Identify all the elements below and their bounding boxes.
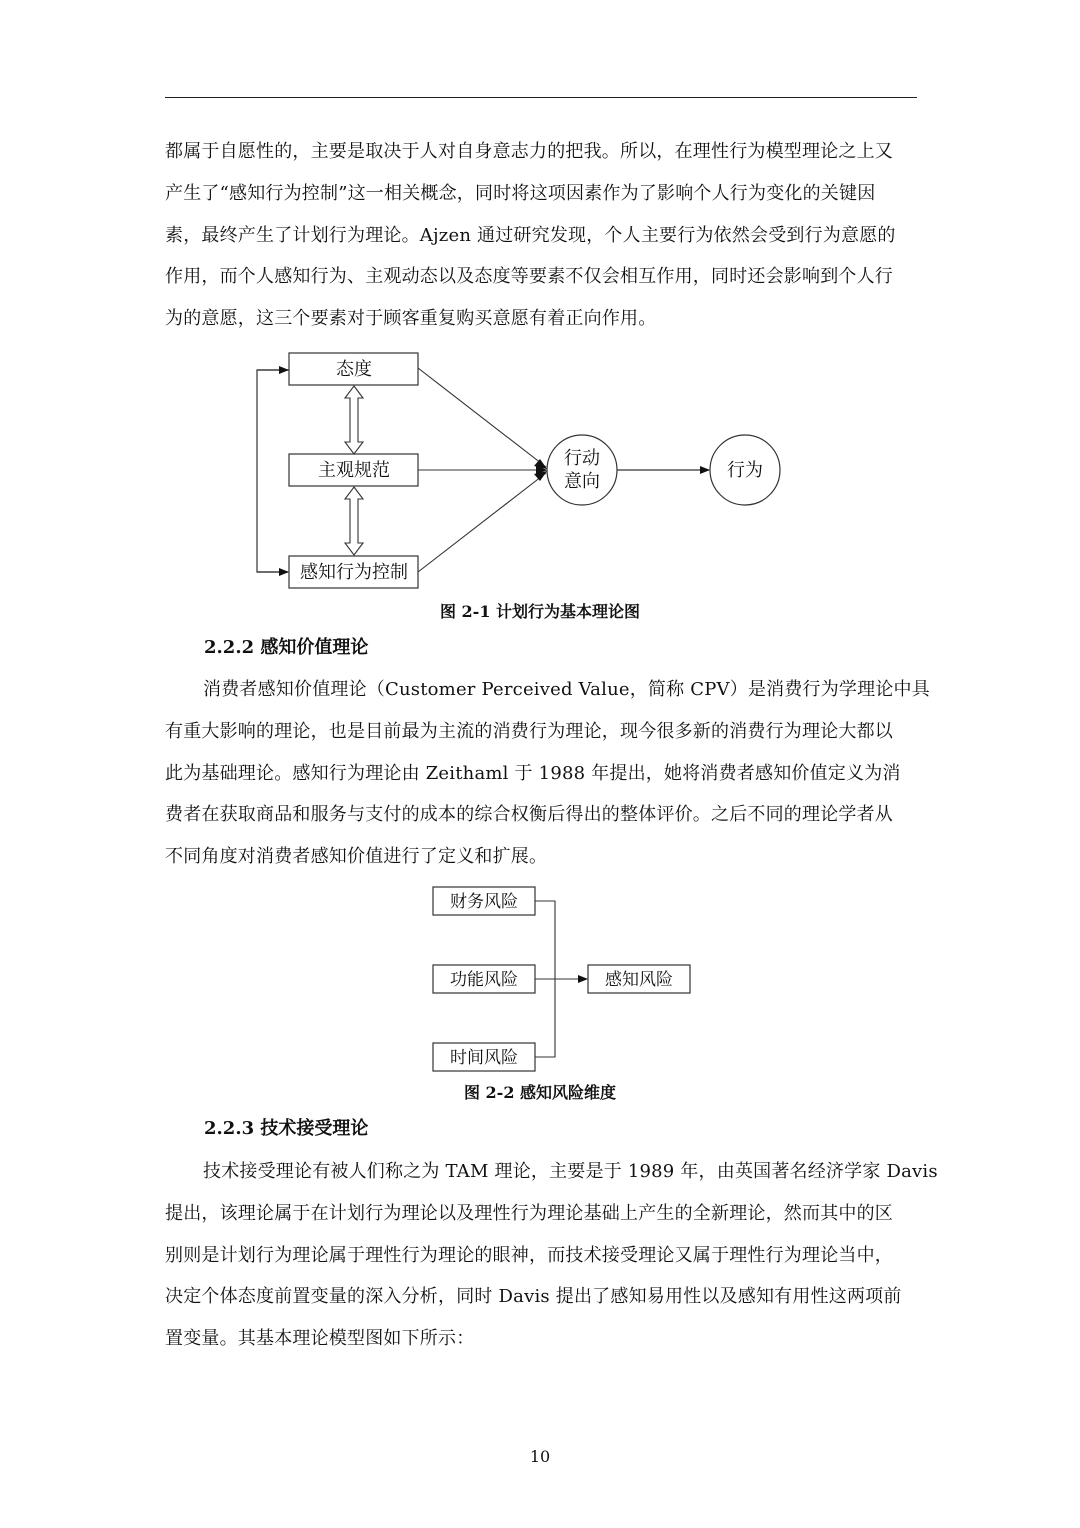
- paragraph-line: 别则是计划行为理论属于理性行为理论的眼神，而技术接受理论又属于理性行为理论当中，: [165, 1244, 893, 1266]
- paragraph-line: 此为基础理论。感知行为理论由 Zeithaml 于 1988 年提出，她将消费者感知价值定义为消: [165, 762, 901, 784]
- node-perceived-risk-label: 感知风险: [605, 970, 673, 990]
- section-2-2-2-heading: 2.2.2 感知价值理论: [204, 637, 369, 658]
- paragraph-line: 作用，而个人感知行为、主观动态以及态度等要素不仅会相互作用，同时还会影响到个人行: [165, 266, 893, 288]
- paragraph-line: 技术接受理论有被人们称之为 TAM 理论，主要是于 1989 年，由英国著名经济学家 Davis: [203, 1161, 938, 1182]
- figure-2-1-caption: 图 2-1 计划行为基本理论图: [439, 602, 641, 621]
- paragraph-line: 产生了“感知行为控制”这一相关概念，同时将这项因素作为了影响个人行为变化的关键因: [165, 182, 876, 204]
- node-time-risk-label: 时间风险: [450, 1048, 518, 1068]
- page-number: 10: [529, 1447, 551, 1466]
- section-2-2-3-paragraph: [165, 1151, 938, 1360]
- paragraph-line: 提出，该理论属于在计划行为理论以及理性行为理论基础上产生的全新理论，然而其中的区: [165, 1202, 893, 1224]
- paragraph-line: 费者在获取商品和服务与支付的成本的综合权衡后得出的整体评价。之后不同的理论学者从: [165, 804, 893, 826]
- paragraph-line: 有重大影响的理论，也是目前最为主流的消费行为理论，现今很多新的消费行为理论大都以: [165, 720, 893, 742]
- figure-2-2-caption: 图 2-2 感知风险维度: [463, 1083, 617, 1102]
- node-financial-risk-label: 财务风险: [450, 892, 518, 912]
- section-2-2-3-heading: 2.2.3 技术接受理论: [204, 1118, 369, 1139]
- paragraph-line: 不同角度对消费者感知价值进行了定义和扩展。: [165, 846, 548, 868]
- paragraph-line: 决定个体态度前置变量的深入分析，同时 Davis 提出了感知易用性以及感知有用性这两项前: [165, 1286, 902, 1308]
- node-attitude-label: 态度: [336, 359, 372, 380]
- paragraph-line: 置变量。其基本理论模型图如下所示：: [165, 1328, 475, 1350]
- node-perceived-control-label: 感知行为控制: [300, 562, 408, 583]
- node-subjective-norm-label: 主观规范: [318, 460, 390, 481]
- paragraph-line: 为的意愿，这三个要素对于顾客重复购买意愿有着正向作用。: [165, 308, 657, 330]
- paragraph-line: 素，最终产生了计划行为理论。Ajzen 通过研究发现，个人主要行为依然会受到行为意愿的: [165, 224, 896, 246]
- paragraph-line: 消费者感知价值理论（Customer Perceived Value，简称 CPV）是消费行为学理论中具: [203, 679, 930, 700]
- node-behavior-label: 行为: [727, 460, 763, 481]
- node-intention-label-1: 行动: [564, 448, 600, 469]
- node-functional-risk-label: 功能风险: [450, 970, 518, 990]
- paragraph-line: 都属于自愿性的，主要是取决于人对自身意志力的把我。所以，在理性行为模型理论之上又: [165, 141, 893, 162]
- node-intention-label-2: 意向: [564, 471, 600, 492]
